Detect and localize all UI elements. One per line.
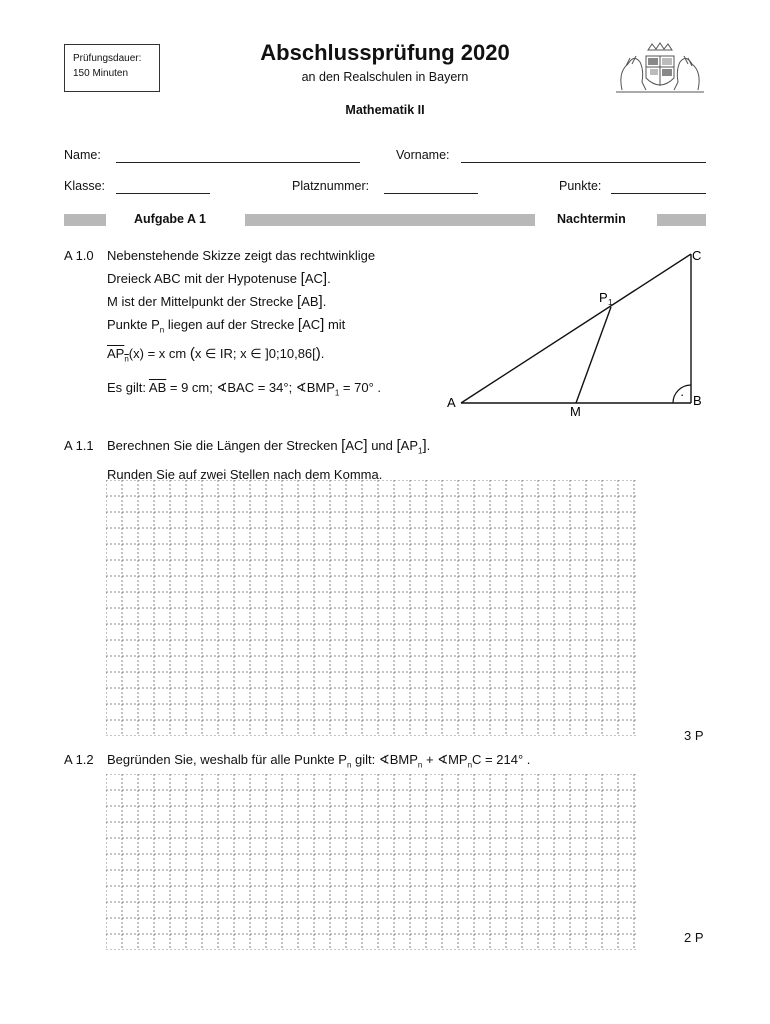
duration-label: Prüfungsdauer: <box>73 53 142 64</box>
platznummer-label: Platznummer: <box>292 179 370 193</box>
a10-line2: Dreieck ABC mit der Hypotenuse [AC]. <box>107 270 331 287</box>
label-m: M <box>570 404 581 419</box>
label-b: B <box>693 393 702 408</box>
vorname-field[interactable] <box>461 162 706 163</box>
platznummer-field[interactable] <box>384 193 478 194</box>
subject-title: Mathematik II <box>345 103 425 117</box>
bavarian-coat-of-arms-icon <box>612 42 708 96</box>
punkte-label: Punkte: <box>559 179 602 193</box>
label-p: P <box>599 290 608 305</box>
name-field[interactable] <box>116 162 360 163</box>
label-c: C <box>692 248 702 263</box>
a12-line1: Begründen Sie, weshalb für alle Punkte $P_n$ gilt: $∢BMP_n$ + $∢MP_nC = 214^\circ$ . <box>107 752 531 770</box>
task-a12-number: A 1.2 <box>64 752 94 767</box>
a12-points: 2 P <box>684 930 704 945</box>
vorname-label: Vorname: <box>396 148 450 162</box>
answer-grid-a11[interactable] <box>106 480 646 736</box>
duration-box <box>64 44 160 92</box>
band-bar-middle <box>245 214 535 226</box>
task-a12-text <box>107 748 627 777</box>
a11-line1: Berechnen Sie die Längen der Strecken [AC] und $[AP_1]$. <box>107 437 431 456</box>
answer-grid-a12[interactable] <box>106 774 646 950</box>
task-a10-number: A 1.0 <box>64 248 94 263</box>
klasse-label: Klasse: <box>64 179 105 193</box>
a10-line3: M ist der Mittelpunkt der Strecke [AB]. <box>107 293 327 310</box>
klasse-field[interactable] <box>116 193 210 194</box>
task-a11-text <box>107 434 627 486</box>
a10-line6: Es gilt: $\overline{AB} = 9$ cm; ∢BAC = 34°; $∢BMP_1 = 70^\circ$ . <box>107 380 382 398</box>
a10-line1: Nebenstehende Skizze zeigt das rechtwinklige <box>107 248 376 263</box>
band-bar-left <box>64 214 106 226</box>
a11-line2: Runden Sie auf zwei Stellen nach dem Komma. <box>107 466 383 482</box>
nachtermin-label: Nachtermin <box>557 212 626 226</box>
aufgabe-label: Aufgabe A 1 <box>134 212 206 226</box>
exam-subtitle: an den Realschulen in Bayern <box>301 70 469 84</box>
label-p-sub: 1 <box>608 298 613 307</box>
segment-ac <box>461 254 691 403</box>
a11-points: 3 P <box>684 728 704 743</box>
name-label: Name: <box>64 148 101 162</box>
label-a: A <box>447 395 456 410</box>
exam-title: Abschlussprüfung 2020 <box>260 40 510 65</box>
right-angle-dot: · <box>680 387 685 402</box>
task-a10-text <box>107 244 427 405</box>
a10-line5: $AP_n(x) = x$ cm (x ∈ IR; x ∈ ]0;10,86[). <box>107 344 325 364</box>
punkte-field[interactable] <box>611 193 706 194</box>
band-bar-right <box>657 214 706 226</box>
triangle-sketch <box>440 244 716 424</box>
segment-mp1 <box>576 307 611 403</box>
duration-value: 150 Minuten <box>73 68 129 79</box>
task-a11-number: A 1.1 <box>64 438 94 453</box>
a10-line4: Punkte $P_n$ liegen auf der Strecke [AC] mit <box>107 316 346 335</box>
